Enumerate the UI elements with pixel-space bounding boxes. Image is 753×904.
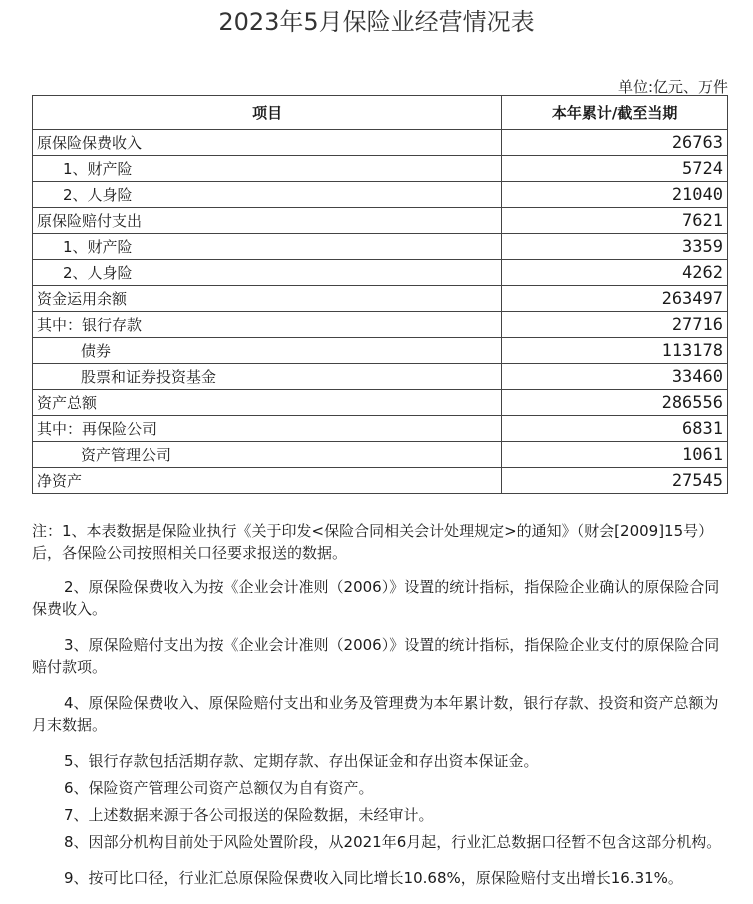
row-label: 资金运用余额 xyxy=(33,286,502,312)
row-label: 2、人身险 xyxy=(33,182,502,208)
page-title: 2023年5月保险业经营情况表 xyxy=(218,8,535,36)
note-4: 4、原保险保费收入、原保险赔付支出和业务及管理费为本年累计数，银行存款、投资和资产总额为月末数据。 xyxy=(32,694,719,734)
row-value: 6831 xyxy=(502,416,728,442)
column-header-item: 项目 xyxy=(33,96,502,130)
note-9: 9、按可比口径，行业汇总原保险保费收入同比增长10.68%，原保险赔付支出增长16.31%。 xyxy=(64,869,683,887)
table-row xyxy=(33,260,728,286)
row-value: 26763 xyxy=(502,130,728,156)
row-value: 4262 xyxy=(502,260,728,286)
row-value: 3359 xyxy=(502,234,728,260)
row-value: 113178 xyxy=(502,338,728,364)
row-value: 286556 xyxy=(502,390,728,416)
table-row xyxy=(33,156,728,182)
table-row xyxy=(33,442,728,468)
row-label: 其中：银行存款 xyxy=(33,312,502,338)
row-label: 股票和证券投资基金 xyxy=(33,364,502,390)
table-row xyxy=(33,234,728,260)
row-label: 1、财产险 xyxy=(33,156,502,182)
table-row xyxy=(33,390,728,416)
table-row xyxy=(33,364,728,390)
row-label: 净资产 xyxy=(33,468,502,494)
note-5: 5、银行存款包括活期存款、定期存款、存出保证金和存出资本保证金。 xyxy=(64,752,539,770)
row-label: 债券 xyxy=(33,338,502,364)
table-row xyxy=(33,208,728,234)
table-row xyxy=(33,416,728,442)
table-row xyxy=(33,286,728,312)
unit-label: 单位:亿元、万件 xyxy=(617,78,728,96)
table-row xyxy=(33,468,728,494)
row-label: 1、财产险 xyxy=(33,234,502,260)
row-value: 27545 xyxy=(502,468,728,494)
table-row xyxy=(33,130,728,156)
notes-section xyxy=(32,520,728,889)
table-row xyxy=(33,338,728,364)
row-value: 263497 xyxy=(502,286,728,312)
row-value: 27716 xyxy=(502,312,728,338)
row-label: 2、人身险 xyxy=(33,260,502,286)
row-label: 资产管理公司 xyxy=(33,442,502,468)
report-table xyxy=(32,95,728,494)
row-value: 21040 xyxy=(502,182,728,208)
note-2: 2、原保险保费收入为按《企业会计准则（2006）》设置的统计指标，指保险企业确认的原保险合同保费收入。 xyxy=(32,578,720,618)
row-label: 原保险保费收入 xyxy=(33,130,502,156)
row-value: 33460 xyxy=(502,364,728,390)
note-6: 6、保险资产管理公司资产总额仅为自有资产。 xyxy=(64,779,374,797)
row-label: 其中：再保险公司 xyxy=(33,416,502,442)
row-label: 资产总额 xyxy=(33,390,502,416)
note-1: 注：1、本表数据是保险业执行《关于印发<保险合同相关会计处理规定>的通知》（财会[2009]15号）后，各保险公司按照相关口径要求报送的数据。 xyxy=(32,522,714,562)
note-7: 7、上述数据来源于各公司报送的保险数据，未经审计。 xyxy=(64,806,434,824)
table-row xyxy=(33,182,728,208)
row-value: 1061 xyxy=(502,442,728,468)
note-3: 3、原保险赔付支出为按《企业会计准则（2006）》设置的统计指标，指保险企业支付的原保险合同赔付款项。 xyxy=(32,636,720,676)
row-value: 7621 xyxy=(502,208,728,234)
column-header-value: 本年累计/截至当期 xyxy=(502,96,728,130)
note-8: 8、因部分机构目前处于风险处置阶段，从2021年6月起，行业汇总数据口径暂不包含这部分机构。 xyxy=(64,833,722,851)
table-row xyxy=(33,312,728,338)
table-header-row xyxy=(33,96,728,130)
row-label: 原保险赔付支出 xyxy=(33,208,502,234)
row-value: 5724 xyxy=(502,156,728,182)
